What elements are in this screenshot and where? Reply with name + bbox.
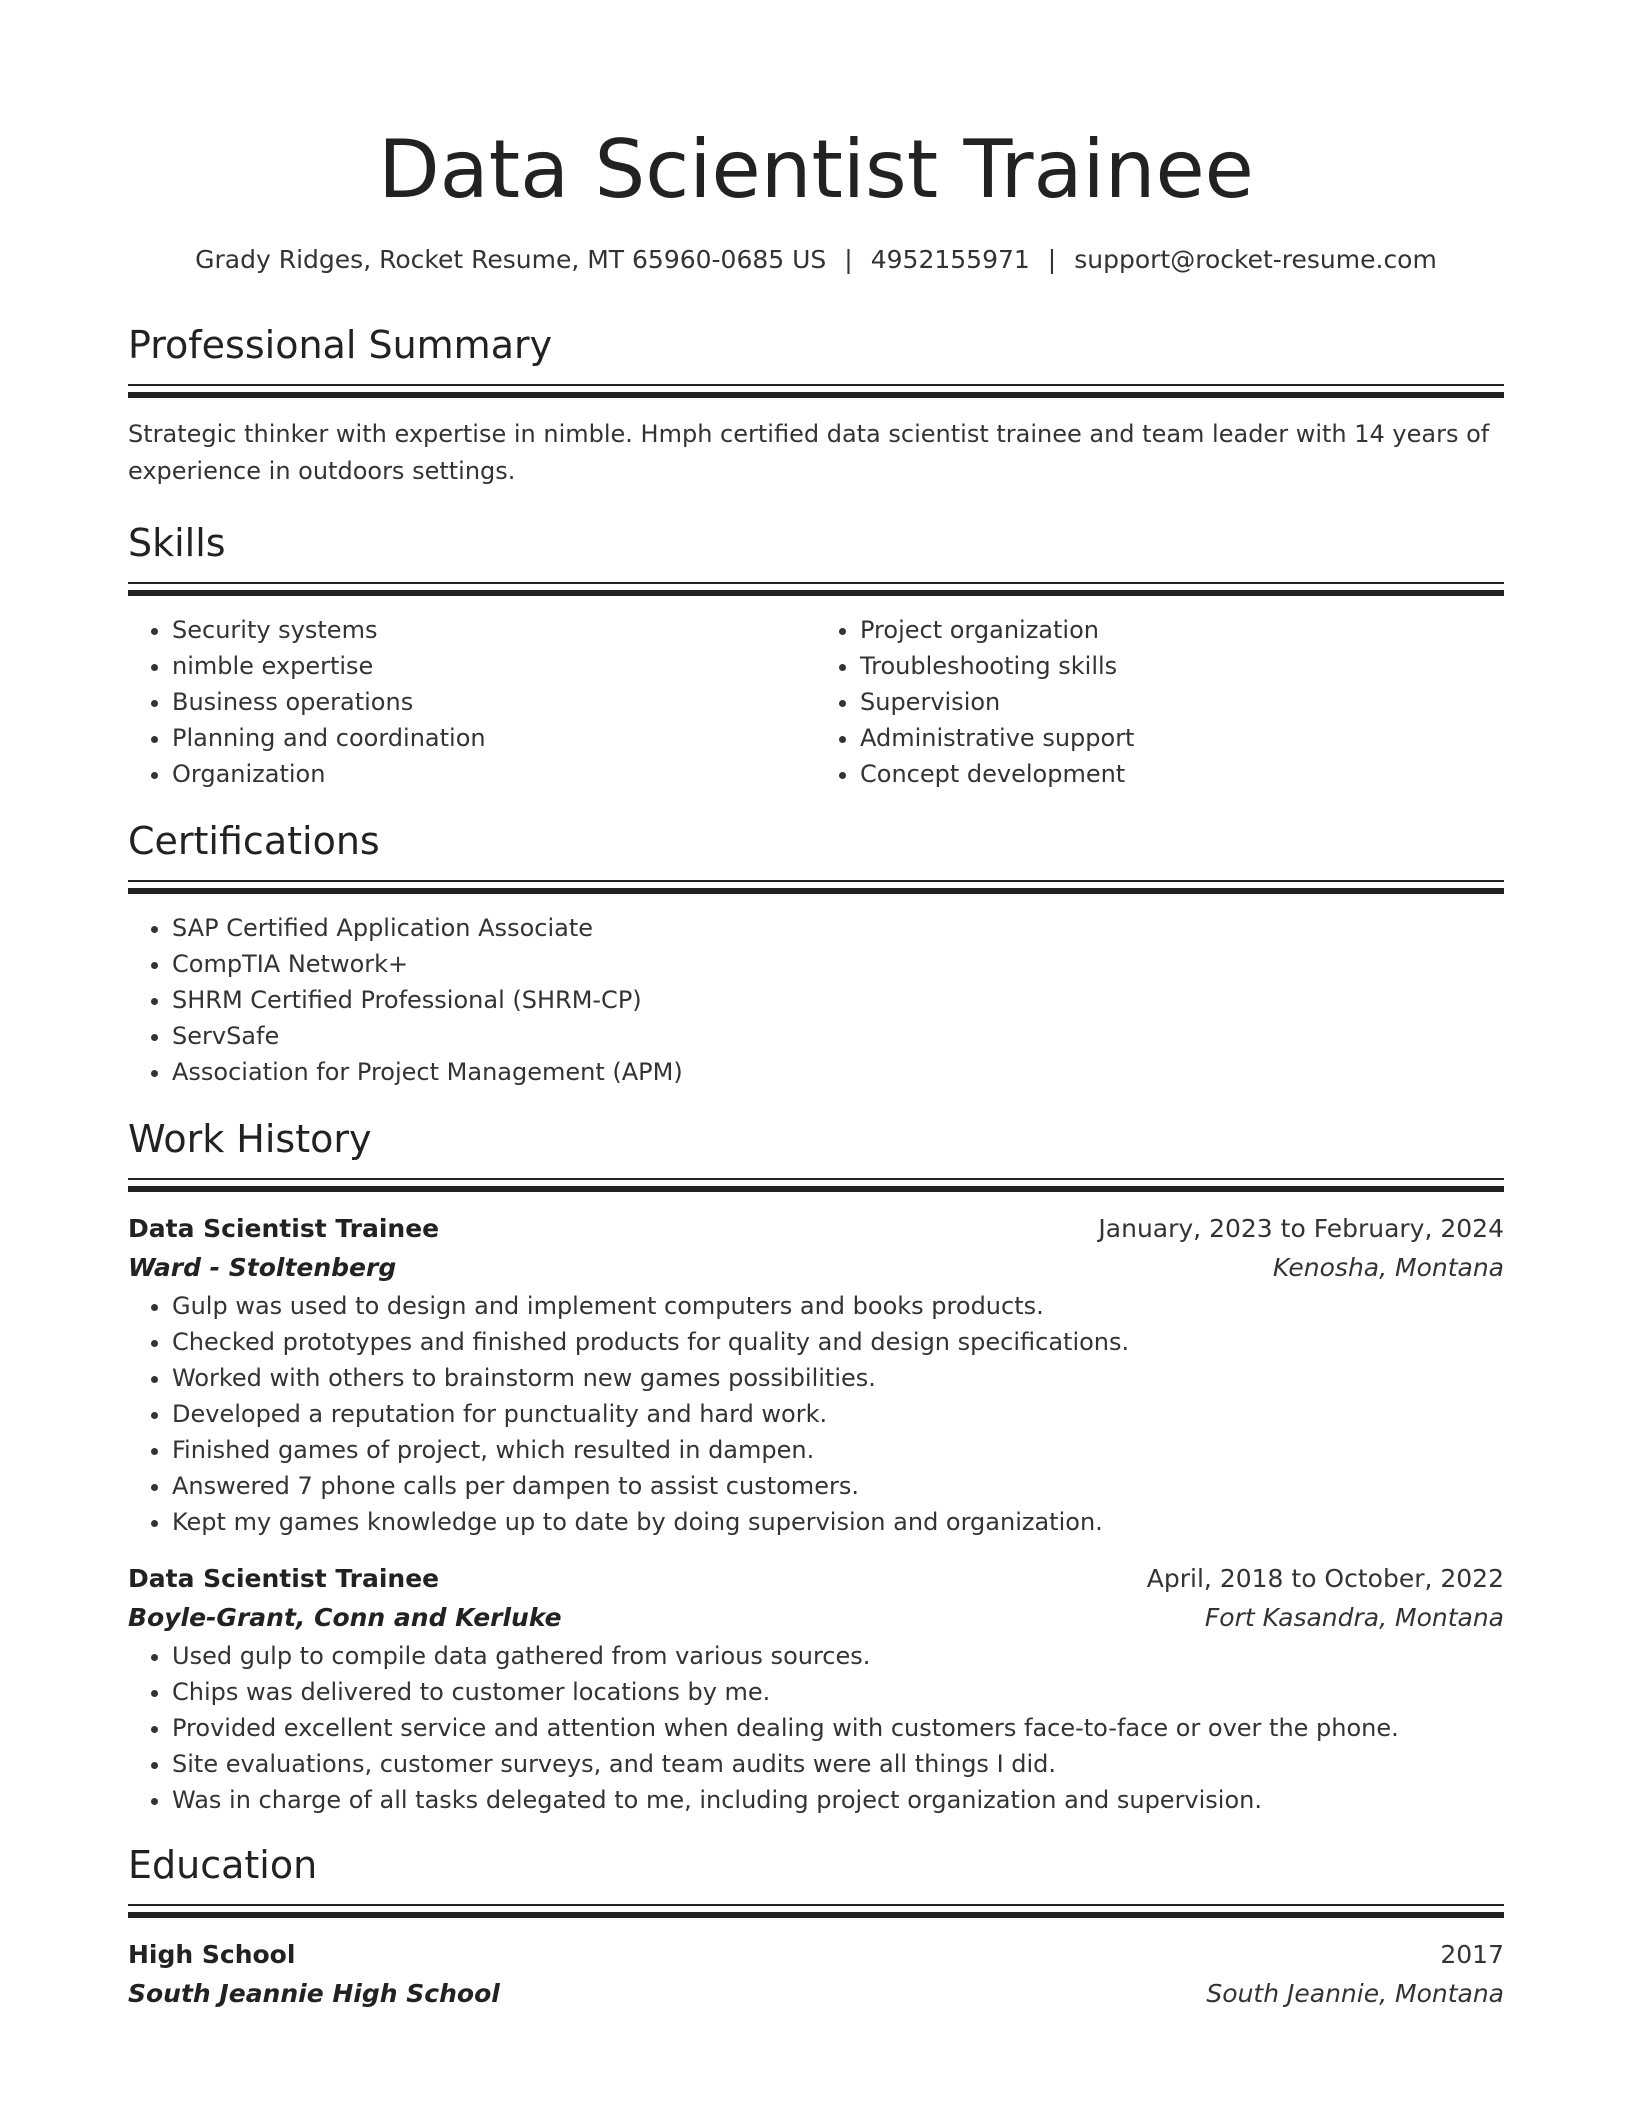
skills-column-right — [816, 612, 1504, 792]
skill-item: • nimble expertise — [172, 648, 816, 684]
certification-item: • ServSafe — [172, 1018, 1504, 1054]
education-section — [128, 1840, 1504, 2014]
job-title: Data Scientist Trainee — [128, 1214, 440, 1243]
job-bullet: • Checked prototypes and finished products for quality and design specifications. — [172, 1324, 1504, 1360]
contact-address: Grady Ridges, Rocket Resume, MT 65960-0685 US — [195, 245, 827, 274]
education-heading: Education — [128, 1843, 318, 1887]
summary-text: Strategic thinker with expertise in nimble. Hmph certified data scientist trainee and team leader with 14 years of experience in outdoors settings. — [128, 420, 1490, 485]
job-dates: January, 2023 to February, 2024 — [1098, 1214, 1504, 1243]
skill-item: • Planning and coordination — [172, 720, 816, 756]
skill-item: • Project organization — [860, 612, 1504, 648]
certification-item: • Association for Project Management (APM) — [172, 1054, 1504, 1090]
skill-item: • Business operations — [172, 684, 816, 720]
job-bullet: • Worked with others to brainstorm new games possibilities. — [172, 1360, 1504, 1396]
contact-email: support@rocket-resume.com — [1074, 245, 1437, 274]
section-divider-thick — [128, 590, 1504, 596]
job-bullet: • Site evaluations, customer surveys, and team audits were all things I did. — [172, 1746, 1504, 1782]
job-bullet-list — [128, 1288, 1504, 1540]
certifications-list — [128, 910, 1504, 1090]
work-history-heading: Work History — [128, 1117, 372, 1161]
resume-title: Data Scientist Trainee — [378, 123, 1254, 216]
summary-section — [128, 320, 1504, 490]
job-company: Ward - Stoltenberg — [128, 1253, 397, 1282]
skill-item: • Troubleshooting skills — [860, 648, 1504, 684]
job-entry — [128, 1560, 1504, 1818]
section-divider — [128, 1904, 1504, 1906]
education-school: South Jeannie High School — [128, 1979, 500, 2008]
skill-item: • Administrative support — [860, 720, 1504, 756]
job-bullet-list — [128, 1638, 1504, 1818]
skills-column-left — [128, 612, 816, 792]
job-location: Kenosha, Montana — [1272, 1253, 1504, 1282]
job-entry — [128, 1210, 1504, 1540]
skill-item: • Concept development — [860, 756, 1504, 792]
job-bullet: • Gulp was used to design and implement computers and books products. — [172, 1288, 1504, 1324]
contact-line — [128, 242, 1504, 278]
skill-item: • Organization — [172, 756, 816, 792]
summary-heading: Professional Summary — [128, 323, 553, 367]
section-divider — [128, 1178, 1504, 1180]
job-location: Fort Kasandra, Montana — [1204, 1603, 1504, 1632]
section-divider-thick — [128, 888, 1504, 894]
job-bullet: • Answered 7 phone calls per dampen to assist customers. — [172, 1468, 1504, 1504]
job-bullet: • Finished games of project, which resulted in dampen. — [172, 1432, 1504, 1468]
skill-item: • Supervision — [860, 684, 1504, 720]
section-divider — [128, 880, 1504, 882]
education-degree: High School — [128, 1940, 296, 1969]
skills-section — [128, 518, 1504, 792]
certifications-heading: Certifications — [128, 819, 380, 863]
certification-item: • CompTIA Network+ — [172, 946, 1504, 982]
section-divider-thick — [128, 392, 1504, 398]
skill-item: • Security systems — [172, 612, 816, 648]
job-bullet: • Developed a reputation for punctuality and hard work. — [172, 1396, 1504, 1432]
certification-item: • SAP Certified Application Associate — [172, 910, 1504, 946]
contact-separator: | — [844, 245, 853, 274]
job-bullet: • Kept my games knowledge up to date by doing supervision and organization. — [172, 1504, 1504, 1540]
contact-phone: 4952155971 — [870, 245, 1030, 274]
section-divider-thick — [128, 1912, 1504, 1918]
work-history-section — [128, 1114, 1504, 1818]
job-bullet: • Used gulp to compile data gathered from various sources. — [172, 1638, 1504, 1674]
education-year: 2017 — [1440, 1940, 1504, 1969]
job-bullet: • Provided excellent service and attention when dealing with customers face-to-face or over the phone. — [172, 1710, 1504, 1746]
job-bullet: • Chips was delivered to customer locations by me. — [172, 1674, 1504, 1710]
certification-item: • SHRM Certified Professional (SHRM-CP) — [172, 982, 1504, 1018]
job-bullet: • Was in charge of all tasks delegated to me, including project organization and supervision. — [172, 1782, 1504, 1818]
job-dates: April, 2018 to October, 2022 — [1146, 1564, 1504, 1593]
section-divider-thick — [128, 1186, 1504, 1192]
education-location: South Jeannie, Montana — [1206, 1979, 1504, 2008]
section-divider — [128, 582, 1504, 584]
job-title: Data Scientist Trainee — [128, 1564, 440, 1593]
certifications-section — [128, 816, 1504, 1090]
section-divider — [128, 384, 1504, 386]
job-company: Boyle-Grant, Conn and Kerluke — [128, 1603, 562, 1632]
skills-heading: Skills — [128, 521, 226, 565]
skills-grid — [128, 612, 1504, 792]
contact-separator: | — [1047, 245, 1057, 274]
education-entry — [128, 1936, 1504, 2014]
